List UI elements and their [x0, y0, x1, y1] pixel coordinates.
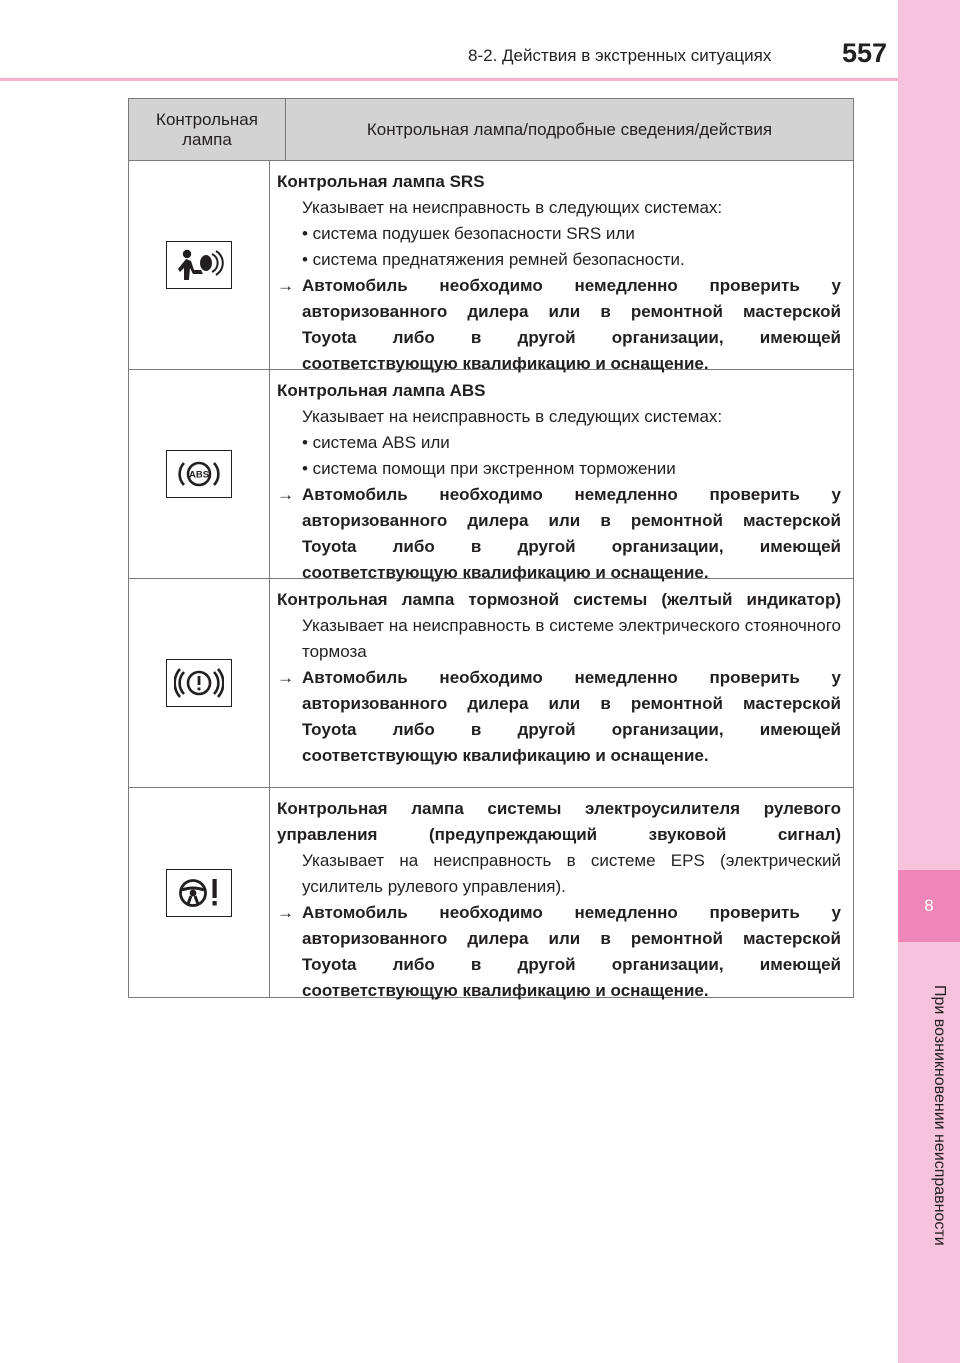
table-row [129, 161, 853, 373]
table-row [129, 370, 853, 582]
header-divider [0, 78, 898, 81]
action-instruction: → Автомобиль необходимо немедленно проверить у авторизованного дилера или в ремонтной мастерской Toyota либо в другой организации, имеющей соответствующую квалификацию и оснащение. [277, 665, 841, 769]
warning-lamp-table [128, 98, 854, 998]
lamp-title: Контрольная лампа системы электроусилителя рулевого управления (предупреждающий звуковой сигнал) [277, 799, 841, 844]
action-instruction: → Автомобиль необходимо немедленно проверить у авторизованного дилера или в ремонтной мастерской Toyota либо в другой организации, имеющей соответствующую квалификацию и оснащение. [277, 482, 841, 586]
svg-text:ABS: ABS [188, 469, 210, 481]
list-item: • система преднатяжения ремней безопасности. [302, 250, 685, 269]
table-row [129, 579, 853, 788]
column-header-details: Контрольная лампа/подробные сведения/действия [366, 119, 773, 139]
table-header [129, 99, 853, 161]
list-item: • система помощи при экстренном торможении [302, 459, 676, 478]
arrow-icon: → [277, 276, 294, 295]
lamp-description: Указывает на неисправность в следующих системах: [302, 407, 723, 426]
arrow-icon: → [277, 485, 294, 504]
action-instruction: → Автомобиль необходимо немедленно проверить у авторизованного дилера или в ремонтной мастерской Toyota либо в другой организации, имеющей соответствующую квалификацию и оснащение. [277, 273, 841, 377]
chapter-number: 8 [898, 870, 960, 942]
arrow-icon: → [277, 903, 294, 922]
list-item: • система подушек безопасности SRS или [302, 224, 635, 243]
airbag-warning-icon [166, 241, 232, 289]
column-header-lamp: Контрольная лампа [129, 99, 286, 160]
action-instruction: → Автомобиль необходимо немедленно проверить у авторизованного дилера или в ремонтной мастерской Toyota либо в другой организации, имеющей соответствующую квалификацию и оснащение. [277, 900, 841, 1004]
eps-warning-icon [166, 869, 232, 917]
chapter-title: При возникновении неисправности [931, 984, 948, 1246]
lamp-description: Указывает на неисправность в следующих системах: [302, 198, 723, 217]
lamp-description: Указывает на неисправность в системе электрического стояночного тормоза [302, 616, 841, 661]
lamp-title: Контрольная лампа ABS [277, 381, 486, 400]
section-title: 8-2. Действия в экстренных ситуациях [468, 46, 772, 65]
arrow-icon: → [277, 668, 294, 687]
abs-warning-icon [166, 450, 232, 498]
lamp-title: Контрольная лампа тормозной системы (желтый индикатор) [277, 590, 841, 609]
lamp-title: Контрольная лампа SRS [277, 172, 485, 191]
lamp-description: Указывает на неисправность в системе EPS (электрический усилитель рулевого управления). [302, 851, 841, 896]
brake-warning-icon [166, 659, 232, 707]
page-number: 557 [842, 38, 888, 68]
list-item: • система ABS или [302, 433, 450, 452]
table-row [129, 788, 853, 998]
